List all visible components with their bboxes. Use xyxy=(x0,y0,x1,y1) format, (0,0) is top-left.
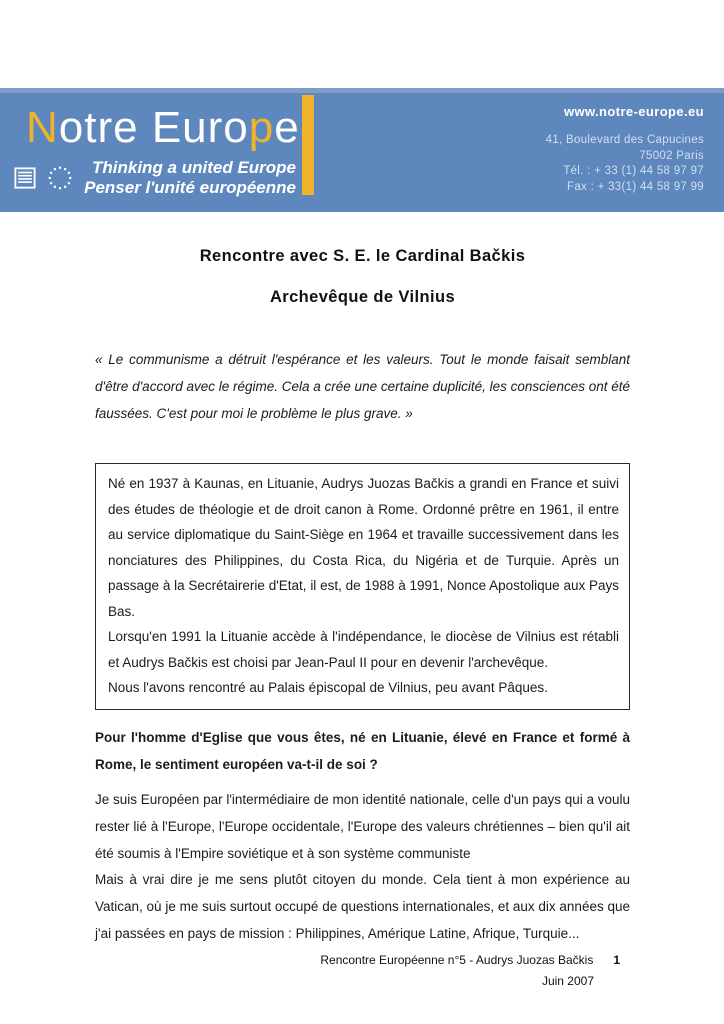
title-line-1: Rencontre avec S. E. le Cardinal Bačkis xyxy=(199,247,526,266)
pull-quote: « Le communisme a détruit l'espérance et les valeurs. Tout le monde faisait semblant d'être d'accord avec le régime. Cela a crée une certaine duplicité, les consciences ont été faussées. C'est pour moi le problème le plus grave. » xyxy=(95,352,630,421)
banner-top-strip xyxy=(0,88,724,93)
header-banner xyxy=(0,88,724,212)
tagline-english: Thinking a united Europe xyxy=(92,158,296,177)
interview-answer-1: Je suis Européen par l'intermédiaire de mon identité nationale, celle d'un pays qui a voulu rester lié à l'Europe, l'Europe occidentale, l'Europe des valeurs chrétiennes – bien qu'il ait été soumis à l'Empire soviétique et à son système communiste xyxy=(95,792,630,861)
footer-date: Juin 2007 xyxy=(541,974,594,988)
logo-notre-europe xyxy=(26,104,300,152)
title-line-2: Archevêque de Vilnius xyxy=(269,288,456,307)
tagline-french: Penser l'unité européenne xyxy=(84,178,296,197)
contact-block xyxy=(546,104,704,195)
banner-icons xyxy=(14,164,74,192)
interview-question: Pour l'homme d'Eglise que vous êtes, né en Lituanie, élevé en France et formé à Rome, le sentiment européen va-t-il de soi ? xyxy=(95,730,630,772)
address-city: 75002 Paris xyxy=(639,149,704,162)
website-url: www.notre-europe.eu xyxy=(563,104,704,119)
bio-paragraph-1: Né en 1937 à Kaunas, en Lituanie, Audrys Juozas Bačkis a grandi en France et suivi des études de théologie et de droit canon à Rome. Ordonné prêtre en 1961, il entre au service diplomatique du Saint-Siège en 1964 et travaille successivement dans les nonciatures des Philippines, du Costa Rica, du Nigéria et de Turquie. Après un passage à la Secrétairerie d'Etat, il est, de 1988 à 1991, Nonce Apostolique aux Pays Bas. xyxy=(108,476,619,619)
logo-letter-p: p xyxy=(248,103,275,152)
eu-stars-icon xyxy=(46,164,74,192)
fax-number: Fax : + 33(1) 44 58 97 99 xyxy=(567,180,704,193)
biography-box xyxy=(95,463,630,710)
logo-letter-n: N xyxy=(26,103,59,152)
phone-number: Tél. : + 33 (1) 44 58 97 97 xyxy=(563,165,704,177)
page-number: 1 xyxy=(613,953,620,967)
logo-accent-bar xyxy=(302,95,314,195)
page-footer xyxy=(95,950,620,992)
logo-tagline xyxy=(84,158,296,198)
lines-icon xyxy=(14,167,36,189)
bio-paragraph-2: Lorsqu'en 1991 la Lituanie accède à l'indépendance, le diocèse de Vilnius est rétabli et Audrys Bačkis est choisi par Jean-Paul II pour en devenir l'archevêque. xyxy=(108,629,619,670)
bio-paragraph-3: Nous l'avons rencontré au Palais épiscopal de Vilnius, peu avant Pâques. xyxy=(108,680,548,695)
page-title xyxy=(95,247,630,307)
logo-letter-e: e xyxy=(274,103,300,152)
address-block xyxy=(546,133,704,195)
logo-text-mid: otre Euro xyxy=(58,103,249,152)
footer-series-title: Rencontre Européenne n°5 - Audrys Juozas Bačkis xyxy=(320,953,594,967)
footer-series-line xyxy=(95,950,620,971)
address-street: 41, Boulevard des Capucines xyxy=(545,134,704,146)
interview-answer-2: Mais à vrai dire je me sens plutôt citoyen du monde. Cela tient à mon expérience au Vatican, où je me suis surtout occupé de questions internationales, et aux dix années que j'ai passées en pays de mission : Philippines, Amérique Latine, Afrique, Turquie... xyxy=(95,872,630,941)
